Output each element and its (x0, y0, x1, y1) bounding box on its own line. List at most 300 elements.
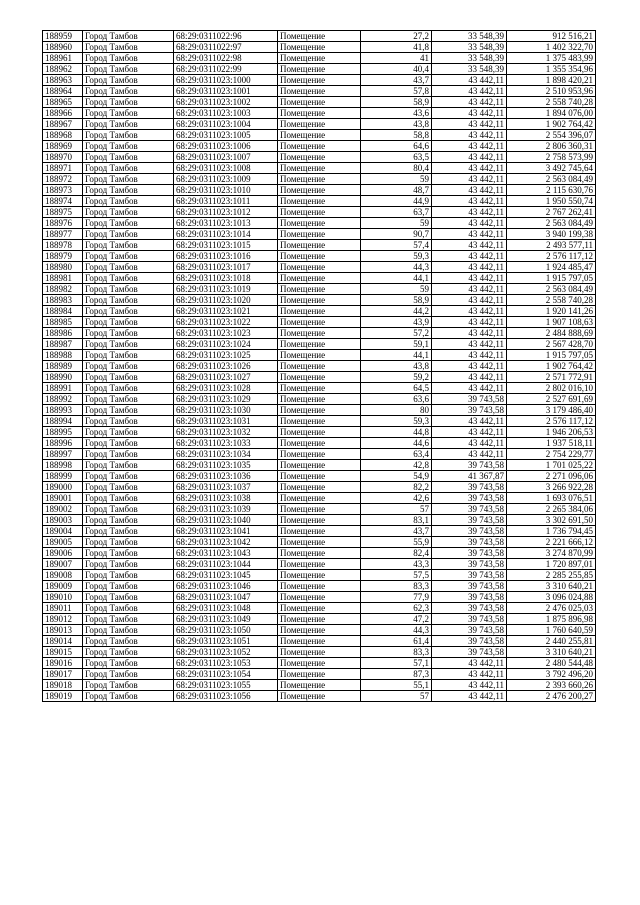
area-cell: 80 (361, 405, 432, 416)
area-cell: 58,9 (361, 97, 432, 108)
table-row (43, 427, 596, 438)
object-type-cell: Помещение (278, 416, 361, 427)
cadastral-number-cell: 68:29:0311022:97 (174, 42, 278, 53)
city-cell: Город Тамбов (83, 658, 174, 669)
cadastral-value-cell: 3 310 640,21 (507, 647, 596, 658)
cadastral-value-cell: 3 274 870,99 (507, 548, 596, 559)
table-row (43, 306, 596, 317)
cadastral-value-cell: 3 179 486,40 (507, 405, 596, 416)
cadastral-number-cell: 68:29:0311023:1023 (174, 328, 278, 339)
object-type-cell: Помещение (278, 680, 361, 691)
cadastral-value-cell: 3 096 024,88 (507, 592, 596, 603)
city-cell: Город Тамбов (83, 262, 174, 273)
table-row (43, 284, 596, 295)
cadastral-number-cell: 68:29:0311023:1037 (174, 482, 278, 493)
row-number-cell: 188980 (43, 262, 83, 273)
specific-value-cell: 43 442,11 (432, 350, 507, 361)
object-type-cell: Помещение (278, 174, 361, 185)
cadastral-number-cell: 68:29:0311023:1031 (174, 416, 278, 427)
table-row (43, 141, 596, 152)
city-cell: Город Тамбов (83, 174, 174, 185)
city-cell: Город Тамбов (83, 229, 174, 240)
table-row (43, 647, 596, 658)
row-number-cell: 188990 (43, 372, 83, 383)
area-cell: 55,9 (361, 537, 432, 548)
specific-value-cell: 33 548,39 (432, 53, 507, 64)
table-body (43, 31, 596, 702)
cadastral-value-cell: 2 802 016,10 (507, 383, 596, 394)
row-number-cell: 188986 (43, 328, 83, 339)
row-number-cell: 188997 (43, 449, 83, 460)
cadastral-value-cell: 2 563 084,49 (507, 218, 596, 229)
specific-value-cell: 41 367,87 (432, 471, 507, 482)
city-cell: Город Тамбов (83, 515, 174, 526)
row-number-cell: 188981 (43, 273, 83, 284)
cadastral-value-cell: 2 571 772,91 (507, 372, 596, 383)
table-row (43, 526, 596, 537)
city-cell: Город Тамбов (83, 273, 174, 284)
table-row (43, 416, 596, 427)
object-type-cell: Помещение (278, 207, 361, 218)
object-type-cell: Помещение (278, 603, 361, 614)
row-number-cell: 188999 (43, 471, 83, 482)
city-cell: Город Тамбов (83, 317, 174, 328)
row-number-cell: 188967 (43, 119, 83, 130)
object-type-cell: Помещение (278, 185, 361, 196)
row-number-cell: 188996 (43, 438, 83, 449)
row-number-cell: 188998 (43, 460, 83, 471)
table-row (43, 262, 596, 273)
area-cell: 40,4 (361, 64, 432, 75)
object-type-cell: Помещение (278, 130, 361, 141)
cadastral-value-cell: 2 554 396,07 (507, 130, 596, 141)
area-cell: 59 (361, 174, 432, 185)
cadastral-number-cell: 68:29:0311023:1040 (174, 515, 278, 526)
cadastral-value-cell: 1 875 896,98 (507, 614, 596, 625)
city-cell: Город Тамбов (83, 526, 174, 537)
object-type-cell: Помещение (278, 559, 361, 570)
object-type-cell: Помещение (278, 471, 361, 482)
cadastral-value-cell: 2 285 255,85 (507, 570, 596, 581)
object-type-cell: Помещение (278, 614, 361, 625)
city-cell: Город Тамбов (83, 438, 174, 449)
cadastral-number-cell: 68:29:0311023:1045 (174, 570, 278, 581)
cadastral-value-cell: 3 266 922,28 (507, 482, 596, 493)
row-number-cell: 188985 (43, 317, 83, 328)
object-type-cell: Помещение (278, 152, 361, 163)
row-number-cell: 188991 (43, 383, 83, 394)
area-cell: 57,5 (361, 570, 432, 581)
table-row (43, 449, 596, 460)
city-cell: Город Тамбов (83, 405, 174, 416)
cadastral-value-cell: 2 115 630,76 (507, 185, 596, 196)
table-row (43, 460, 596, 471)
cadastral-number-cell: 68:29:0311023:1027 (174, 372, 278, 383)
table-row (43, 339, 596, 350)
table-row (43, 603, 596, 614)
cadastral-value-cell: 2 754 229,77 (507, 449, 596, 460)
row-number-cell: 189010 (43, 592, 83, 603)
area-cell: 48,7 (361, 185, 432, 196)
area-cell: 43,7 (361, 75, 432, 86)
city-cell: Город Тамбов (83, 493, 174, 504)
table-row (43, 548, 596, 559)
table-row (43, 240, 596, 251)
table-row (43, 163, 596, 174)
row-number-cell: 189019 (43, 691, 83, 702)
city-cell: Город Тамбов (83, 581, 174, 592)
table-row (43, 625, 596, 636)
city-cell: Город Тамбов (83, 218, 174, 229)
cadastral-number-cell: 68:29:0311023:1041 (174, 526, 278, 537)
specific-value-cell: 43 442,11 (432, 251, 507, 262)
area-cell: 42,6 (361, 493, 432, 504)
row-number-cell: 188970 (43, 152, 83, 163)
city-cell: Город Тамбов (83, 207, 174, 218)
cadastral-number-cell: 68:29:0311023:1021 (174, 306, 278, 317)
area-cell: 43,7 (361, 526, 432, 537)
cadastral-value-cell: 912 516,21 (507, 31, 596, 42)
cadastral-number-cell: 68:29:0311023:1022 (174, 317, 278, 328)
object-type-cell: Помещение (278, 482, 361, 493)
table-row (43, 405, 596, 416)
cadastral-number-cell: 68:29:0311023:1009 (174, 174, 278, 185)
table-row (43, 559, 596, 570)
cadastral-number-cell: 68:29:0311023:1034 (174, 449, 278, 460)
area-cell: 44,3 (361, 625, 432, 636)
city-cell: Город Тамбов (83, 163, 174, 174)
city-cell: Город Тамбов (83, 53, 174, 64)
row-number-cell: 189014 (43, 636, 83, 647)
area-cell: 83,1 (361, 515, 432, 526)
cadastral-number-cell: 68:29:0311023:1012 (174, 207, 278, 218)
table-row (43, 229, 596, 240)
cadastral-number-cell: 68:29:0311023:1053 (174, 658, 278, 669)
city-cell: Город Тамбов (83, 680, 174, 691)
cadastral-value-cell: 2 576 117,12 (507, 251, 596, 262)
row-number-cell: 189011 (43, 603, 83, 614)
area-cell: 44,9 (361, 196, 432, 207)
cadastral-number-cell: 68:29:0311023:1049 (174, 614, 278, 625)
row-number-cell: 189017 (43, 669, 83, 680)
cadastral-value-cell: 1 402 322,70 (507, 42, 596, 53)
cadastral-value-cell: 2 510 953,96 (507, 86, 596, 97)
cadastral-number-cell: 68:29:0311023:1054 (174, 669, 278, 680)
cadastral-number-cell: 68:29:0311023:1019 (174, 284, 278, 295)
cadastral-value-cell: 2 440 255,81 (507, 636, 596, 647)
specific-value-cell: 39 743,58 (432, 592, 507, 603)
row-number-cell: 189003 (43, 515, 83, 526)
area-cell: 57 (361, 504, 432, 515)
table-row (43, 394, 596, 405)
row-number-cell: 188963 (43, 75, 83, 86)
area-cell: 41,8 (361, 42, 432, 53)
area-cell: 83,3 (361, 647, 432, 658)
cadastral-number-cell: 68:29:0311023:1025 (174, 350, 278, 361)
area-cell: 44,1 (361, 273, 432, 284)
cadastral-value-cell: 2 221 666,12 (507, 537, 596, 548)
table-row (43, 251, 596, 262)
cadastral-value-cell: 2 758 573,99 (507, 152, 596, 163)
specific-value-cell: 39 743,58 (432, 625, 507, 636)
city-cell: Город Тамбов (83, 449, 174, 460)
row-number-cell: 188972 (43, 174, 83, 185)
area-cell: 44,6 (361, 438, 432, 449)
row-number-cell: 189015 (43, 647, 83, 658)
object-type-cell: Помещение (278, 427, 361, 438)
row-number-cell: 189013 (43, 625, 83, 636)
cadastral-number-cell: 68:29:0311023:1011 (174, 196, 278, 207)
table-row (43, 75, 596, 86)
city-cell: Город Тамбов (83, 570, 174, 581)
specific-value-cell: 43 442,11 (432, 295, 507, 306)
table-row (43, 383, 596, 394)
object-type-cell: Помещение (278, 537, 361, 548)
area-cell: 59 (361, 218, 432, 229)
object-type-cell: Помещение (278, 108, 361, 119)
area-cell: 43,9 (361, 317, 432, 328)
row-number-cell: 188965 (43, 97, 83, 108)
cadastral-value-cell: 2 484 888,69 (507, 328, 596, 339)
row-number-cell: 189007 (43, 559, 83, 570)
cadastral-value-cell: 1 920 141,26 (507, 306, 596, 317)
city-cell: Город Тамбов (83, 64, 174, 75)
table-row (43, 504, 596, 515)
area-cell: 61,4 (361, 636, 432, 647)
area-cell: 58,9 (361, 295, 432, 306)
object-type-cell: Помещение (278, 438, 361, 449)
table-row (43, 207, 596, 218)
specific-value-cell: 43 442,11 (432, 273, 507, 284)
area-cell: 82,2 (361, 482, 432, 493)
city-cell: Город Тамбов (83, 251, 174, 262)
table-row (43, 592, 596, 603)
row-number-cell: 189005 (43, 537, 83, 548)
specific-value-cell: 43 442,11 (432, 152, 507, 163)
cadastral-value-cell: 1 693 076,51 (507, 493, 596, 504)
row-number-cell: 189000 (43, 482, 83, 493)
cadastral-number-cell: 68:29:0311023:1036 (174, 471, 278, 482)
table-row (43, 658, 596, 669)
row-number-cell: 188964 (43, 86, 83, 97)
specific-value-cell: 43 442,11 (432, 218, 507, 229)
specific-value-cell: 43 442,11 (432, 680, 507, 691)
row-number-cell: 188974 (43, 196, 83, 207)
table-row (43, 581, 596, 592)
city-cell: Город Тамбов (83, 284, 174, 295)
specific-value-cell: 39 743,58 (432, 636, 507, 647)
specific-value-cell: 39 743,58 (432, 603, 507, 614)
specific-value-cell: 43 442,11 (432, 130, 507, 141)
cadastral-value-cell: 2 480 544,48 (507, 658, 596, 669)
city-cell: Город Тамбов (83, 625, 174, 636)
object-type-cell: Помещение (278, 339, 361, 350)
specific-value-cell: 43 442,11 (432, 240, 507, 251)
table-row (43, 361, 596, 372)
specific-value-cell: 39 743,58 (432, 482, 507, 493)
object-type-cell: Помещение (278, 196, 361, 207)
row-number-cell: 188987 (43, 339, 83, 350)
row-number-cell: 188971 (43, 163, 83, 174)
cadastral-number-cell: 68:29:0311023:1006 (174, 141, 278, 152)
table-row (43, 174, 596, 185)
specific-value-cell: 39 743,58 (432, 504, 507, 515)
row-number-cell: 188960 (43, 42, 83, 53)
object-type-cell: Помещение (278, 383, 361, 394)
specific-value-cell: 43 442,11 (432, 284, 507, 295)
row-number-cell: 188969 (43, 141, 83, 152)
cadastral-value-cell: 1 894 076,00 (507, 108, 596, 119)
table-row (43, 152, 596, 163)
area-cell: 58,8 (361, 130, 432, 141)
area-cell: 59 (361, 284, 432, 295)
object-type-cell: Помещение (278, 592, 361, 603)
table-row (43, 482, 596, 493)
row-number-cell: 188992 (43, 394, 83, 405)
cadastral-number-cell: 68:29:0311023:1001 (174, 86, 278, 97)
city-cell: Город Тамбов (83, 86, 174, 97)
row-number-cell: 188961 (43, 53, 83, 64)
area-cell: 43,6 (361, 108, 432, 119)
area-cell: 63,5 (361, 152, 432, 163)
city-cell: Город Тамбов (83, 416, 174, 427)
cadastral-value-cell: 2 558 740,28 (507, 97, 596, 108)
object-type-cell: Помещение (278, 625, 361, 636)
table-row (43, 372, 596, 383)
cadastral-number-cell: 68:29:0311023:1046 (174, 581, 278, 592)
table-row (43, 97, 596, 108)
area-cell: 80,4 (361, 163, 432, 174)
cadastral-value-cell: 1 907 108,63 (507, 317, 596, 328)
cadastral-number-cell: 68:29:0311023:1014 (174, 229, 278, 240)
city-cell: Город Тамбов (83, 42, 174, 53)
specific-value-cell: 43 442,11 (432, 185, 507, 196)
specific-value-cell: 43 442,11 (432, 328, 507, 339)
object-type-cell: Помещение (278, 636, 361, 647)
row-number-cell: 189006 (43, 548, 83, 559)
cadastral-value-cell: 2 476 200,27 (507, 691, 596, 702)
city-cell: Город Тамбов (83, 119, 174, 130)
city-cell: Город Тамбов (83, 372, 174, 383)
object-type-cell: Помещение (278, 306, 361, 317)
cadastral-number-cell: 68:29:0311023:1026 (174, 361, 278, 372)
area-cell: 41 (361, 53, 432, 64)
cadastral-value-cell: 1 950 550,74 (507, 196, 596, 207)
table-row (43, 438, 596, 449)
object-type-cell: Помещение (278, 449, 361, 460)
area-cell: 63,4 (361, 449, 432, 460)
table-row (43, 680, 596, 691)
specific-value-cell: 39 743,58 (432, 537, 507, 548)
area-cell: 77,9 (361, 592, 432, 603)
city-cell: Город Тамбов (83, 152, 174, 163)
specific-value-cell: 39 743,58 (432, 460, 507, 471)
area-cell: 43,8 (361, 361, 432, 372)
table-row (43, 537, 596, 548)
cadastral-number-cell: 68:29:0311023:1020 (174, 295, 278, 306)
area-cell: 82,4 (361, 548, 432, 559)
area-cell: 42,8 (361, 460, 432, 471)
cadastral-value-cell: 3 492 745,64 (507, 163, 596, 174)
cadastral-number-cell: 68:29:0311023:1048 (174, 603, 278, 614)
cadastral-value-cell: 2 527 691,69 (507, 394, 596, 405)
specific-value-cell: 39 743,58 (432, 493, 507, 504)
city-cell: Город Тамбов (83, 482, 174, 493)
area-cell: 59,3 (361, 251, 432, 262)
specific-value-cell: 43 442,11 (432, 229, 507, 240)
table-row (43, 31, 596, 42)
cadastral-number-cell: 68:29:0311023:1047 (174, 592, 278, 603)
row-number-cell: 188962 (43, 64, 83, 75)
area-cell: 55,1 (361, 680, 432, 691)
cadastral-value-cell: 2 393 660,26 (507, 680, 596, 691)
city-cell: Город Тамбов (83, 614, 174, 625)
area-cell: 43,3 (361, 559, 432, 570)
area-cell: 87,3 (361, 669, 432, 680)
table-row (43, 328, 596, 339)
cadastral-number-cell: 68:29:0311023:1016 (174, 251, 278, 262)
city-cell: Город Тамбов (83, 460, 174, 471)
specific-value-cell: 43 442,11 (432, 262, 507, 273)
city-cell: Город Тамбов (83, 306, 174, 317)
city-cell: Город Тамбов (83, 141, 174, 152)
cadastral-number-cell: 68:29:0311023:1017 (174, 262, 278, 273)
cadastral-number-cell: 68:29:0311023:1039 (174, 504, 278, 515)
specific-value-cell: 39 743,58 (432, 515, 507, 526)
object-type-cell: Помещение (278, 229, 361, 240)
area-cell: 57,1 (361, 658, 432, 669)
cadastral-number-cell: 68:29:0311023:1043 (174, 548, 278, 559)
area-cell: 44,8 (361, 427, 432, 438)
area-cell: 64,5 (361, 383, 432, 394)
row-number-cell: 189002 (43, 504, 83, 515)
cadastral-value-cell: 2 476 025,03 (507, 603, 596, 614)
cadastral-value-cell: 1 355 354,96 (507, 64, 596, 75)
row-number-cell: 189016 (43, 658, 83, 669)
cadastral-number-cell: 68:29:0311023:1000 (174, 75, 278, 86)
area-cell: 83,3 (361, 581, 432, 592)
table-row (43, 53, 596, 64)
object-type-cell: Помещение (278, 460, 361, 471)
object-type-cell: Помещение (278, 647, 361, 658)
cadastral-number-cell: 68:29:0311023:1032 (174, 427, 278, 438)
table-row (43, 691, 596, 702)
city-cell: Город Тамбов (83, 75, 174, 86)
specific-value-cell: 39 743,58 (432, 405, 507, 416)
specific-value-cell: 43 442,11 (432, 141, 507, 152)
cadastral-number-cell: 68:29:0311023:1005 (174, 130, 278, 141)
cadastral-value-cell: 2 767 262,41 (507, 207, 596, 218)
row-number-cell: 188995 (43, 427, 83, 438)
document-page (42, 30, 596, 702)
area-cell: 64,6 (361, 141, 432, 152)
table-row (43, 273, 596, 284)
table-row (43, 196, 596, 207)
table-row (43, 64, 596, 75)
object-type-cell: Помещение (278, 218, 361, 229)
object-type-cell: Помещение (278, 526, 361, 537)
row-number-cell: 188982 (43, 284, 83, 295)
cadastral-value-cell: 1 898 420,21 (507, 75, 596, 86)
specific-value-cell: 39 743,58 (432, 570, 507, 581)
specific-value-cell: 43 442,11 (432, 372, 507, 383)
cadastral-value-cell: 2 806 360,31 (507, 141, 596, 152)
city-cell: Город Тамбов (83, 361, 174, 372)
specific-value-cell: 43 442,11 (432, 383, 507, 394)
object-type-cell: Помещение (278, 361, 361, 372)
row-number-cell: 189001 (43, 493, 83, 504)
table-row (43, 218, 596, 229)
